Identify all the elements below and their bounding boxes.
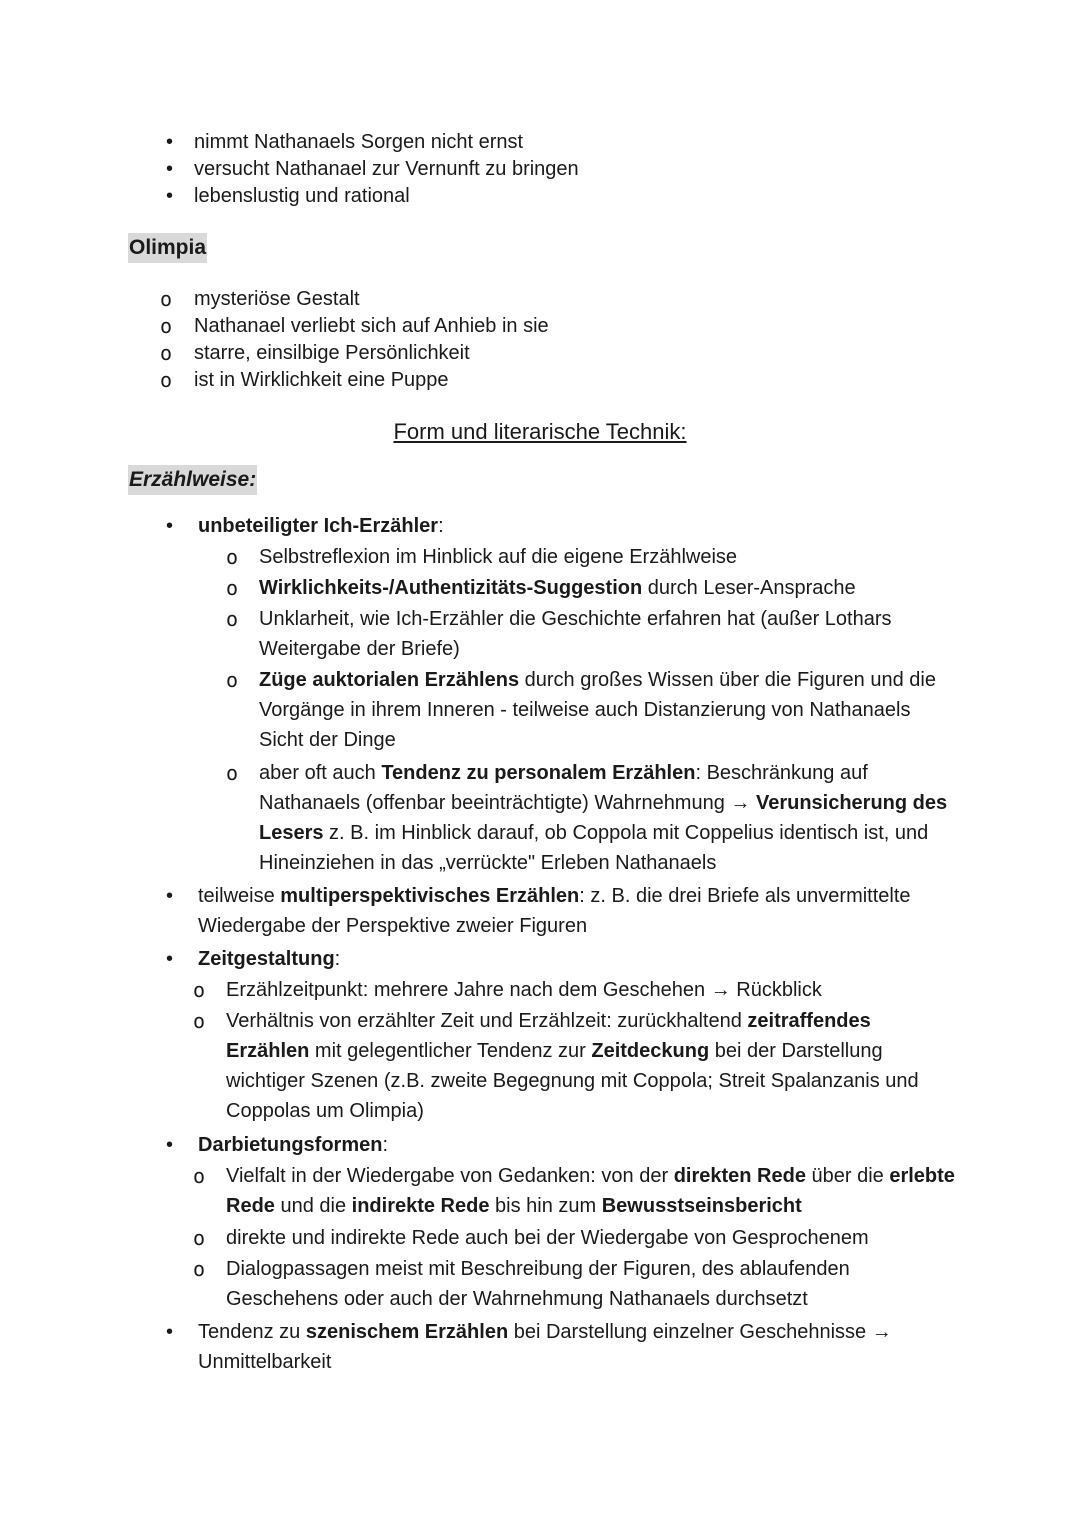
bullet-icon: •	[166, 515, 174, 537]
list-item: Verhältnis von erzählter Zeit und Erzählzeit: zurückhaltend zeitraffendes Erzählen mit gelegentlicher Tendenz zur Zeitdeckung bei der Darstellung wichtiger Szenen (z.B. zweite Begegnung mit Coppola; Streit Spalanzanis und Coppolas um Olimpia)	[226, 1010, 919, 1122]
bullet-icon: •	[166, 131, 174, 153]
list-item: Selbstreflexion im Hinblick auf die eigene Erzählweise	[259, 546, 738, 568]
list-item: Tendenz zu szenischem Erzählen bei Darstellung einzelner Geschehnisse → Unmittelbarkeit	[198, 1321, 892, 1373]
list-item: unbeteiligter Ich-Erzähler:	[198, 515, 444, 537]
erzaehlweise-heading: Erzählweise:	[128, 465, 257, 495]
list-item: versucht Nathanael zur Vernunft zu bringen	[194, 158, 579, 180]
list-item: Erzählzeitpunkt: mehrere Jahre nach dem Geschehen → Rückblick	[226, 979, 822, 1001]
bullet-icon: •	[166, 1134, 174, 1156]
circle-bullet-icon: o	[193, 1257, 206, 1281]
bullet-icon: •	[166, 948, 174, 970]
bullet-icon: •	[166, 1321, 174, 1343]
list-item: aber oft auch Tendenz zu personalem Erzählen: Beschränkung auf Nathanaels (offenbar beeinträchtigte) Wahrnehmung → Verunsicherung des Lesers z. B. im Hinblick darauf, ob Coppola mit Coppelius identisch ist, und Hineinziehen in das „verrückte" Erleben Nathanaels	[259, 762, 948, 874]
list-item: Züge auktorialen Erzählens durch großes Wissen über die Figuren und die Vorgänge in ihrem Inneren - teilweise auch Distanzierung von Nathanaels Sicht der Dinge	[259, 669, 936, 751]
list-item: starre, einsilbige Persönlichkeit	[194, 342, 470, 364]
circle-bullet-icon: o	[160, 314, 173, 338]
circle-bullet-icon: o	[226, 761, 239, 785]
list-item: Unklarheit, wie Ich-Erzähler die Geschichte erfahren hat (außer Lothars Weitergabe der Briefe)	[259, 608, 892, 660]
list-item: Nathanael verliebt sich auf Anhieb in sie	[194, 315, 549, 337]
list-item: Wirklichkeits-/Authentizitäts-Suggestion durch Leser-Ansprache	[259, 577, 856, 599]
circle-bullet-icon: o	[226, 668, 239, 692]
circle-bullet-icon: o	[160, 368, 173, 392]
list-item: Zeitgestaltung:	[198, 948, 341, 970]
circle-bullet-icon: o	[193, 1164, 206, 1188]
list-item: lebenslustig und rational	[194, 185, 410, 207]
list-item: Dialogpassagen meist mit Beschreibung der Figuren, des ablaufenden Geschehens oder auch der Wahrnehmung Nathanaels durchsetzt	[226, 1258, 850, 1310]
bullet-icon: •	[166, 185, 174, 207]
olimpia-heading: Olimpia	[128, 233, 207, 263]
circle-bullet-icon: o	[160, 341, 173, 365]
list-item: Darbietungsformen:	[198, 1134, 389, 1156]
list-item: mysteriöse Gestalt	[194, 288, 360, 310]
section-title: Form und literarische Technik:	[393, 419, 687, 444]
list-item: ist in Wirklichkeit eine Puppe	[194, 369, 449, 391]
circle-bullet-icon: o	[193, 1009, 206, 1033]
bullet-icon: •	[166, 158, 174, 180]
circle-bullet-icon: o	[160, 287, 173, 311]
circle-bullet-icon: o	[193, 978, 206, 1002]
circle-bullet-icon: o	[226, 607, 239, 631]
list-item: Vielfalt in der Wiedergabe von Gedanken: von der direkten Rede über die erlebte Rede und die indirekte Rede bis hin zum Bewusstseinsbericht	[226, 1165, 955, 1217]
bullet-icon: •	[166, 885, 174, 907]
list-item: teilweise multiperspektivisches Erzählen: z. B. die drei Briefe als unvermittelte Wiedergabe der Perspektive zweier Figuren	[198, 885, 911, 937]
list-item: direkte und indirekte Rede auch bei der Wiedergabe von Gesprochenem	[226, 1227, 869, 1249]
circle-bullet-icon: o	[226, 545, 239, 569]
list-item: nimmt Nathanaels Sorgen nicht ernst	[194, 131, 524, 153]
circle-bullet-icon: o	[193, 1226, 206, 1250]
circle-bullet-icon: o	[226, 576, 239, 600]
